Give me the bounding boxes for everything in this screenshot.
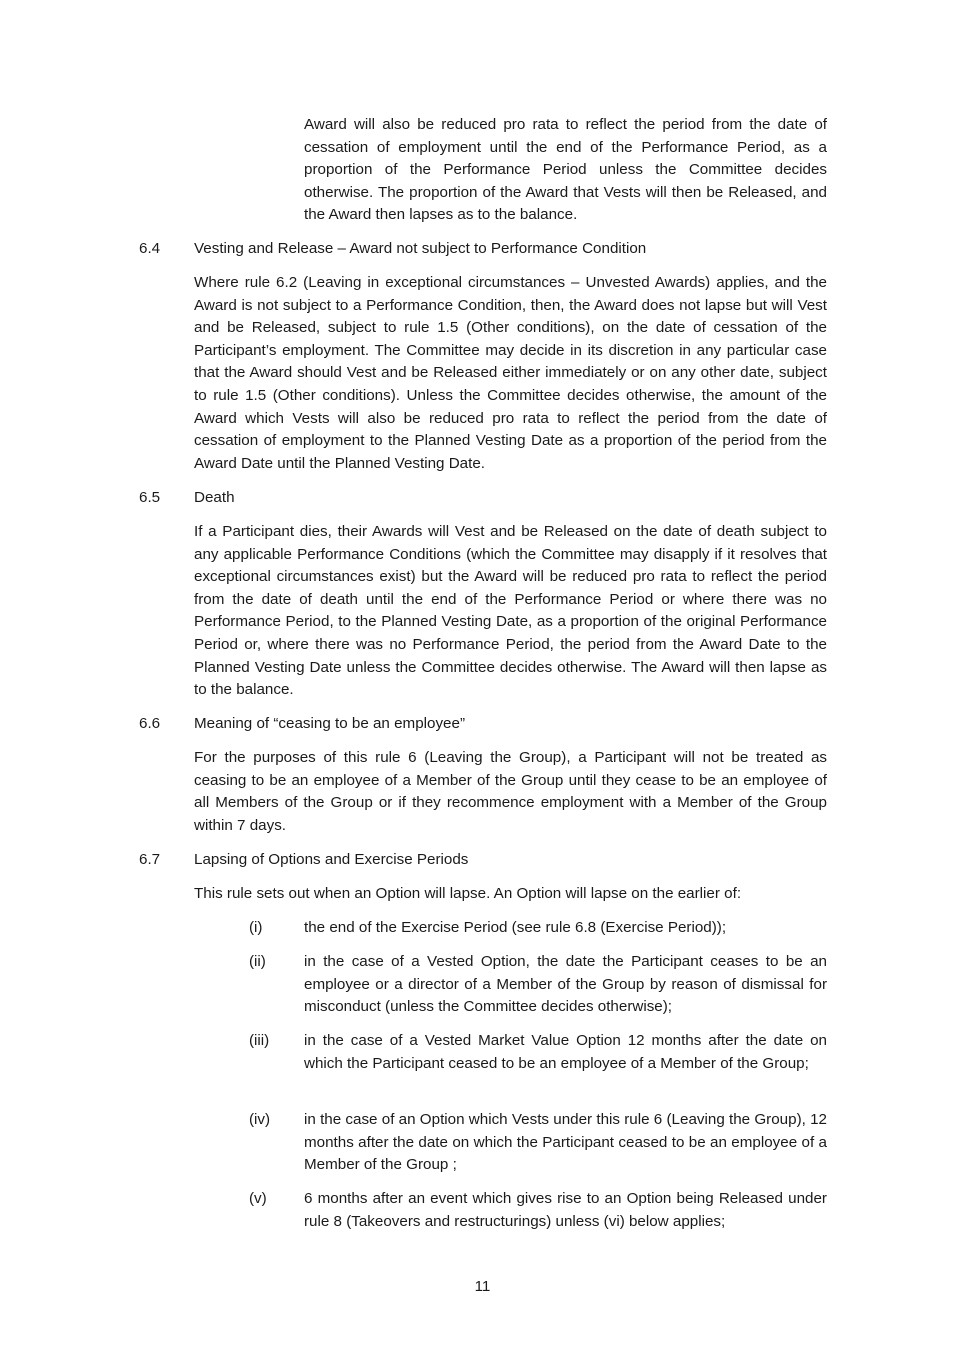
list-marker: (v) bbox=[249, 1190, 267, 1207]
continuation-paragraph: Award will also be reduced pro rata to reflect the period from the date of cessation of employment until the end of the Performance Period, as a proportion of the Performance Period unless the Committee decides otherwise. The proportion of the Award that Vests will then be Released, and the Award then lapses as to the balance. bbox=[304, 116, 827, 224]
section-body-6-7: This rule sets out when an Option will lapse. An Option will lapse on the earlier of: bbox=[194, 885, 742, 902]
section-body-6-5: If a Participant dies, their Awards will Vest and be Released on the date of death subject to any applicable Performance Conditions (which the Committee may disapply if it resolves that exceptional circumstances exist) but the Award will be reduced pro rata to reflect the period from the date of death until the end of the Performance Period or where there was no Performance Period, to the Planned Vesting Date, as a proportion of the original Performance Period or, where there was no Performance Period, the period from the Award Date to the Planned Vesting Date unless the Committee decides otherwise. The Award will then lapse as to the balance. bbox=[194, 523, 827, 699]
list-marker: (ii) bbox=[249, 953, 266, 970]
list-marker: (iv) bbox=[249, 1111, 271, 1128]
section-heading-6-4 bbox=[139, 238, 829, 261]
page-number: 11 bbox=[474, 1278, 491, 1295]
section-number: 6.7 bbox=[139, 851, 161, 868]
list-text: in the case of a Vested Market Value Option 12 months after the date on which the Participant ceased to be an employee of a Member of the Group; bbox=[304, 1032, 827, 1072]
list-text: in the case of a Vested Option, the date the Participant ceases to be an employee or a director of a Member of the Group by reason of dismissal for misconduct (unless the Committee decides otherwise); bbox=[304, 953, 827, 1016]
section-heading-6-7 bbox=[139, 849, 829, 872]
section-heading-6-5 bbox=[139, 487, 829, 510]
section-title: Death bbox=[194, 489, 235, 506]
section-body-6-6: For the purposes of this rule 6 (Leaving the Group), a Participant will not be treated as ceasing to be an employee of a Member of the Group until they cease to be an employee of all Members of the Group or if they recommence employment with a Member of the Group within 7 days. bbox=[194, 749, 827, 834]
list-text: the end of the Exercise Period (see rule 6.8 (Exercise Period)); bbox=[304, 919, 727, 936]
section-number: 6.4 bbox=[139, 240, 161, 257]
section-heading-6-6 bbox=[139, 713, 829, 736]
list-marker: (i) bbox=[249, 919, 263, 936]
list-text: in the case of an Option which Vests under this rule 6 (Leaving the Group), 12 months after the date on which the Participant ceased to be an employee of a Member of the Group ; bbox=[304, 1111, 827, 1174]
section-number: 6.6 bbox=[139, 715, 161, 732]
section-number: 6.5 bbox=[139, 489, 161, 506]
list-text: 6 months after an event which gives rise to an Option being Released under rule 8 (Takeovers and restructurings) unless (vi) below applies; bbox=[304, 1190, 827, 1230]
section-body-6-4: Where rule 6.2 (Leaving in exceptional circumstances – Unvested Awards) applies, and the Award is not subject to a Performance Condition, then, the Award does not lapse but will Vest and be Released, subject to rule 1.5 (Other conditions), on the date of cessation of the Participant’s employment. The Committee may decide in its discretion in any particular case that the Award should Vest and be Released either immediately or on any other date, subject to rule 1.5 (Other conditions). Unless the Committee decides otherwise, the amount of the Award which Vests will also be reduced pro rata to reflect the period from the date of cessation of employment to the Planned Vesting Date as a proportion of the period from the Award Date until the Planned Vesting Date. bbox=[194, 274, 827, 472]
section-title: Lapsing of Options and Exercise Periods bbox=[194, 851, 469, 868]
section-title: Meaning of “ceasing to be an employee” bbox=[194, 715, 466, 732]
list-marker: (iii) bbox=[249, 1032, 270, 1049]
section-title: Vesting and Release – Award not subject to Performance Condition bbox=[194, 240, 647, 257]
